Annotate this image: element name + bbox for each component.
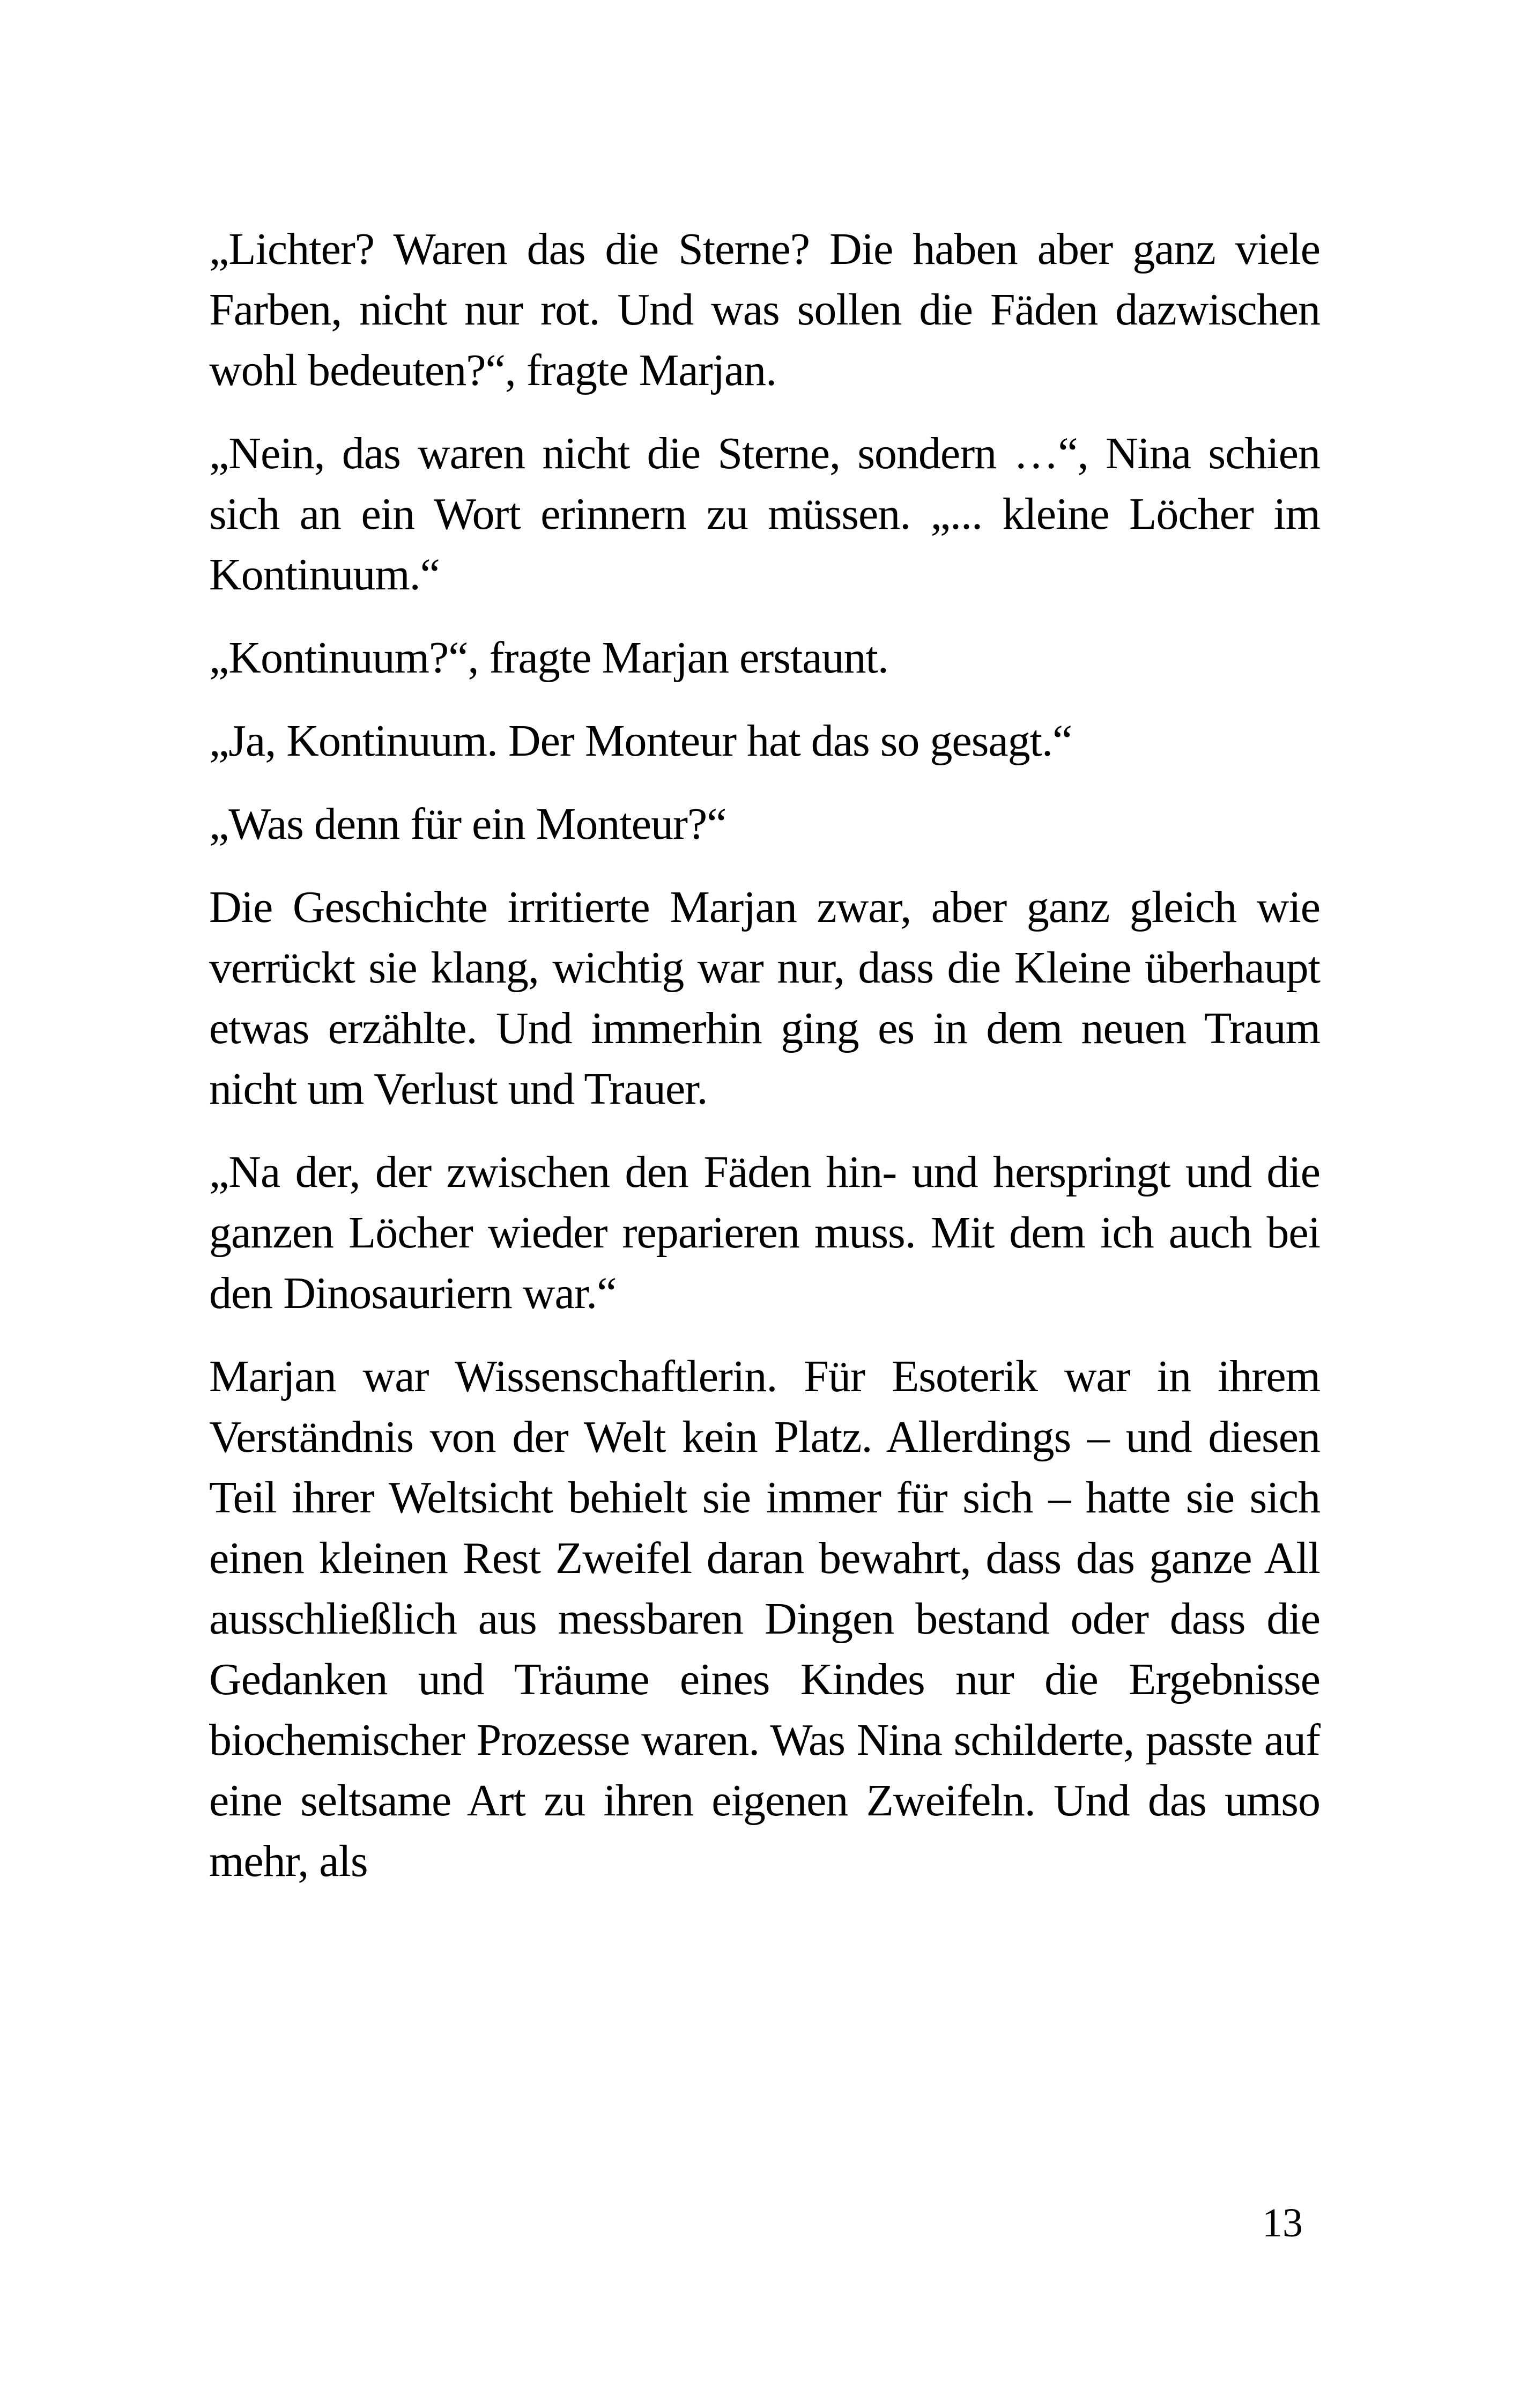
paragraph: „Lichter? Waren das die Sterne? Die haben aber ganz viele Farben, nicht nur rot. Und was sollen die Fäden dazwischen wohl bedeuten?“, fragte Marjan.: [209, 224, 1320, 395]
paragraph: „Was denn für ein Monteur?“: [209, 799, 726, 849]
page-text-block: [209, 219, 1320, 1892]
paragraph: „Ja, Kontinuum. Der Monteur hat das so gesagt.“: [209, 716, 1072, 766]
page-number: 13: [1262, 2200, 1303, 2246]
paragraph: „Kontinuum?“, fragte Marjan erstaunt.: [209, 633, 888, 683]
paragraph: Marjan war Wissenschaftlerin. Für Esoterik war in ihrem Verständnis von der Welt kein Platz. Allerdings – und diesen Teil ihrer Weltsicht behielt sie immer für sich – hatte sie sich einen kleinen Rest Zweifel daran bewahrt, dass das ganze All ausschließlich aus messbaren Dingen bestand oder dass die Gedanken und Träume eines Kindes nur die Ergebnisse biochemischer Prozesse waren. Was Nina schilderte, passte auf eine seltsame Art zu ihren eigenen Zweifeln. Und das umso mehr, als: [209, 1351, 1320, 1886]
paragraph: „Na der, der zwischen den Fäden hin- und herspringt und die ganzen Löcher wieder reparieren muss. Mit dem ich auch bei den Dinosauriern war.“: [209, 1147, 1320, 1318]
paragraph: „Nein, das waren nicht die Sterne, sondern …“, Nina schien sich an ein Wort erinnern zu müssen. „... kleine Löcher im Kontinuum.“: [209, 429, 1320, 600]
paragraph: Die Geschichte irritierte Marjan zwar, aber ganz gleich wie verrückt sie klang, wichtig war nur, dass die Kleine überhaupt etwas erzählte. Und immerhin ging es in dem neuen Traum nicht um Verlust und Trauer.: [209, 882, 1320, 1114]
